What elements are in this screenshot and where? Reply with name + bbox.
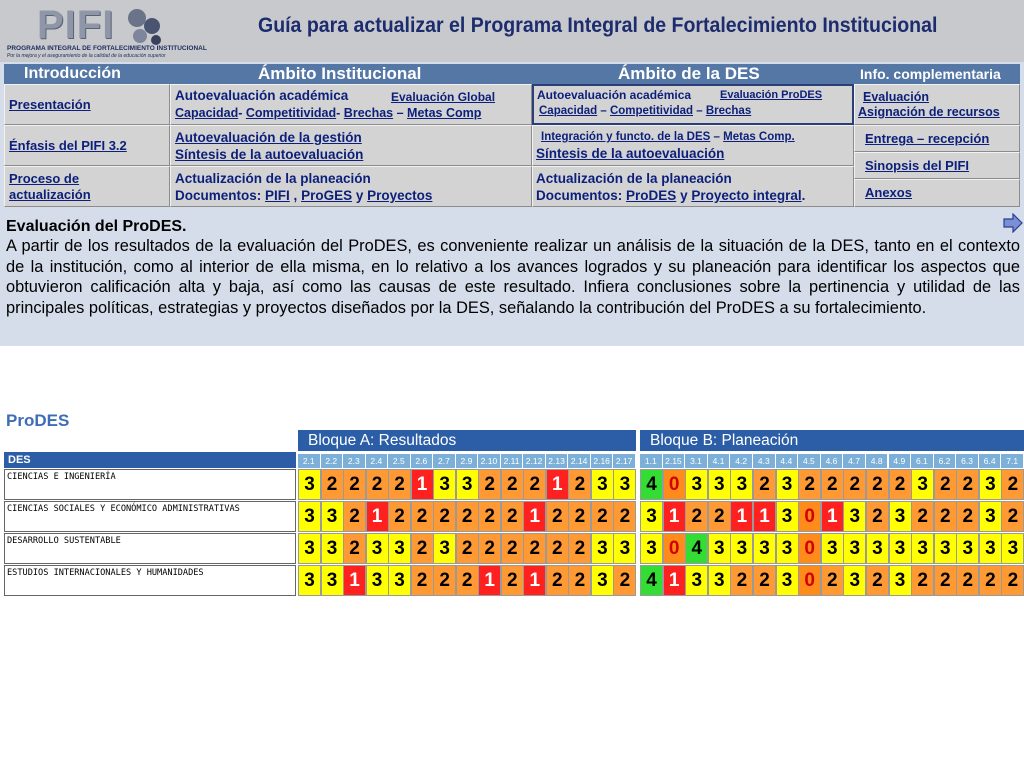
- indicator-code-b: 6.1: [911, 454, 933, 468]
- inst-competitividad-link[interactable]: Competitividad: [245, 106, 337, 120]
- score-cell-b: 3: [708, 565, 731, 596]
- score-cell-a: 2: [568, 533, 591, 564]
- score-cell-a: 3: [298, 469, 321, 500]
- des-eval-prodes-link[interactable]: Evaluación ProDES: [720, 89, 823, 101]
- score-cell-a: 3: [366, 565, 389, 596]
- block-b-header: Bloque B: Planeación: [640, 430, 1024, 451]
- des-autoeval-cell: [532, 84, 854, 125]
- inst-brechas-link[interactable]: Brechas: [343, 106, 394, 120]
- inst-documentos-links: Documentos: PIFI , ProGES y Proyectos: [175, 188, 433, 203]
- score-cell-a: 2: [501, 533, 524, 564]
- score-cell-b: 3: [730, 533, 753, 564]
- score-cell-a: 2: [501, 565, 524, 596]
- block-a-header: Bloque A: Resultados: [298, 430, 636, 451]
- score-cell-b: 3: [821, 533, 844, 564]
- score-cell-a: 3: [321, 533, 344, 564]
- enfasis-cell[interactable]: [4, 125, 170, 166]
- indicator-code-a: 2.6: [411, 454, 433, 468]
- proceso-link[interactable]: Proceso de actualización: [9, 171, 91, 202]
- des-row-label: CIENCIAS SOCIALES Y ECONÓMICO ADMINISTRATIVAS: [4, 501, 296, 532]
- indicator-code-b: 6.4: [979, 454, 1001, 468]
- inst-actualizacion-label: Actualización de la planeación: [175, 171, 371, 186]
- indicator-code-b: 4.7: [843, 454, 865, 468]
- score-cell-a: 1: [366, 501, 389, 532]
- score-cell-b: 1: [753, 501, 776, 532]
- info-anexos-cell: [854, 179, 1020, 207]
- inst-sintesis-link[interactable]: Síntesis de la autoevaluación: [175, 147, 364, 162]
- score-cell-b: 2: [956, 565, 979, 596]
- score-cell-b: 3: [843, 501, 866, 532]
- inst-proges-link[interactable]: ProGES: [301, 188, 353, 203]
- score-cell-a: 3: [591, 469, 614, 500]
- score-cell-a: 2: [388, 501, 411, 532]
- score-cell-b: 1: [663, 565, 686, 596]
- score-cell-b: 3: [889, 533, 912, 564]
- score-cell-b: 3: [979, 501, 1002, 532]
- indicator-code-b: 3.1: [685, 454, 707, 468]
- score-cell-a: 2: [456, 565, 479, 596]
- score-cell-b: 2: [685, 501, 708, 532]
- score-cell-b: 3: [640, 501, 663, 532]
- des-sintesis-link[interactable]: Síntesis de la autoevaluación: [536, 146, 725, 161]
- score-cell-a: 2: [456, 533, 479, 564]
- score-cell-a: 2: [613, 565, 636, 596]
- score-cell-a: 2: [568, 501, 591, 532]
- info-evaluacion-link[interactable]: Evaluación: [863, 90, 929, 104]
- indicator-code-b: 7.1: [1001, 454, 1023, 468]
- indicator-code-b: 4.8: [866, 454, 888, 468]
- score-cell-a: 1: [523, 565, 546, 596]
- score-cell-b: 2: [798, 469, 821, 500]
- indicator-code-b: 6.3: [956, 454, 978, 468]
- score-cell-b: 3: [730, 469, 753, 500]
- inst-autoeval-label: Autoevaluación académica: [175, 88, 349, 103]
- score-cell-a: 2: [411, 501, 434, 532]
- score-cell-a: 3: [591, 533, 614, 564]
- score-cell-a: 2: [343, 469, 366, 500]
- score-cell-b: 3: [934, 533, 957, 564]
- indicator-code-b: 4.3: [753, 454, 775, 468]
- indicator-code-a: 2.1: [298, 454, 320, 468]
- des-planeacion-cell: [532, 166, 854, 207]
- score-cell-b: 2: [866, 469, 889, 500]
- score-cell-b: 2: [934, 469, 957, 500]
- score-cell-b: 2: [843, 469, 866, 500]
- presentacion-link[interactable]: Presentación: [9, 97, 91, 112]
- indicator-code-b: 4.9: [889, 454, 911, 468]
- score-cell-b: 2: [979, 565, 1002, 596]
- score-cell-b: 2: [956, 501, 979, 532]
- score-cell-a: 2: [568, 565, 591, 596]
- score-cell-a: 1: [478, 565, 501, 596]
- indicator-code-a: 2.17: [613, 454, 635, 468]
- info-asignacion-link[interactable]: Asignación de recursos: [858, 105, 1000, 119]
- des-integracion-cell: [532, 125, 854, 166]
- info-evaluacion-cell: [854, 84, 1020, 125]
- score-cell-a: 2: [411, 533, 434, 564]
- prodes-table-title: ProDES: [6, 411, 70, 430]
- indicator-code-b: 4.6: [821, 454, 843, 468]
- inst-planeacion-cell: [170, 166, 532, 207]
- score-cell-a: 2: [388, 469, 411, 500]
- score-cell-b: 0: [798, 565, 821, 596]
- score-cell-a: 2: [546, 501, 569, 532]
- score-cell-b: 2: [956, 469, 979, 500]
- indicator-code-a: 2.13: [546, 454, 568, 468]
- score-cell-a: 2: [546, 533, 569, 564]
- indicator-code-b: 4.2: [730, 454, 752, 468]
- score-cell-a: 2: [501, 469, 524, 500]
- score-cell-b: 3: [843, 565, 866, 596]
- score-cell-a: 3: [298, 501, 321, 532]
- score-cell-a: 2: [343, 533, 366, 564]
- score-cell-b: 0: [798, 533, 821, 564]
- section-ambito-institucional-label: Ámbito Institucional: [258, 64, 422, 83]
- section-info-label: Info. complementaria: [860, 66, 1001, 82]
- score-cell-b: 2: [866, 565, 889, 596]
- des-row-label: CIENCIAS E INGENIERÍA: [4, 469, 296, 500]
- next-arrow-icon[interactable]: [1003, 213, 1023, 233]
- score-cell-a: 3: [388, 565, 411, 596]
- logo-motto: Por la mejora y el aseguramiento de la calidad de la educación superior: [7, 53, 166, 59]
- score-cell-a: 2: [343, 501, 366, 532]
- score-cell-a: 2: [613, 501, 636, 532]
- score-cell-a: 1: [411, 469, 434, 500]
- score-cell-b: 2: [1001, 469, 1024, 500]
- score-cell-a: 2: [366, 469, 389, 500]
- score-cell-a: 3: [366, 533, 389, 564]
- score-cell-a: 2: [501, 501, 524, 532]
- score-cell-a: 3: [613, 533, 636, 564]
- info-entrega-link[interactable]: Entrega – recepción: [865, 131, 990, 146]
- logo-spheres-icon: [125, 4, 165, 48]
- enfasis-link[interactable]: Énfasis del PIFI 3.2: [9, 138, 127, 153]
- score-cell-a: 1: [523, 501, 546, 532]
- pifi-logo: [3, 2, 207, 59]
- score-cell-b: 2: [753, 565, 776, 596]
- inst-gestion-cell: [170, 125, 532, 166]
- score-cell-b: 4: [685, 533, 708, 564]
- score-cell-b: 3: [889, 501, 912, 532]
- score-cell-b: 3: [866, 533, 889, 564]
- des-row-label: DESARROLLO SUSTENTABLE: [4, 533, 296, 564]
- header: [0, 0, 1024, 62]
- score-cell-b: 3: [776, 533, 799, 564]
- indicator-code-a: 2.9: [456, 454, 478, 468]
- score-cell-b: 0: [663, 533, 686, 564]
- score-cell-b: 2: [1001, 501, 1024, 532]
- indicator-code-a: 2.11: [501, 454, 523, 468]
- score-cell-a: 3: [591, 565, 614, 596]
- score-cell-a: 3: [613, 469, 636, 500]
- inst-capacidad-link[interactable]: Capacidad: [175, 106, 239, 120]
- indicator-code-a: 2.7: [433, 454, 455, 468]
- score-cell-b: 2: [753, 469, 776, 500]
- indicator-code-a: 2.2: [321, 454, 343, 468]
- score-cell-b: 3: [708, 469, 731, 500]
- score-cell-b: 3: [889, 565, 912, 596]
- score-cell-a: 2: [321, 469, 344, 500]
- score-cell-b: 3: [911, 533, 934, 564]
- score-cell-a: 2: [591, 501, 614, 532]
- score-cell-b: 2: [934, 501, 957, 532]
- score-cell-a: 3: [433, 469, 456, 500]
- inst-metas-link[interactable]: Metas Comp: [407, 106, 482, 120]
- score-cell-a: 3: [298, 533, 321, 564]
- des-capacidad-link[interactable]: Capacidad: [539, 105, 598, 117]
- info-anexos-link[interactable]: Anexos: [865, 185, 912, 200]
- score-cell-a: 2: [523, 469, 546, 500]
- indicator-code-b: 4.1: [708, 454, 730, 468]
- des-actualizacion-label: Actualización de la planeación: [536, 171, 732, 186]
- page-title: Guía para actualizar el Programa Integral de Fortalecimiento Institucional: [258, 14, 938, 37]
- score-cell-a: 3: [321, 501, 344, 532]
- score-cell-b: 2: [911, 501, 934, 532]
- score-cell-b: 2: [1001, 565, 1024, 596]
- des-integracion-link[interactable]: Integración y functo. de la DES: [541, 131, 711, 143]
- score-cell-b: 3: [753, 533, 776, 564]
- score-cell-b: 3: [640, 533, 663, 564]
- score-cell-b: 1: [730, 501, 753, 532]
- indicator-code-b: 1.1: [640, 454, 662, 468]
- logo-org-name: PROGRAMA INTEGRAL DE FORTALECIMIENTO INSTITUCIONAL: [7, 45, 207, 52]
- score-cell-b: 3: [956, 533, 979, 564]
- score-cell-a: 2: [478, 533, 501, 564]
- content-section: [6, 218, 1020, 318]
- score-cell-b: 2: [708, 501, 731, 532]
- des-column-header: DES: [4, 452, 296, 468]
- score-cell-b: 3: [708, 533, 731, 564]
- presentacion-cell[interactable]: [4, 84, 170, 125]
- score-cell-a: 1: [343, 565, 366, 596]
- score-cell-a: 2: [546, 565, 569, 596]
- score-cell-b: 3: [776, 565, 799, 596]
- score-cell-b: 3: [685, 565, 708, 596]
- score-cell-b: 2: [866, 501, 889, 532]
- score-cell-b: 3: [685, 469, 708, 500]
- score-cell-b: 2: [911, 565, 934, 596]
- score-cell-a: 2: [456, 501, 479, 532]
- des-metas-link[interactable]: Metas Comp.: [723, 131, 795, 143]
- inst-indicadores-links: Capacidad- Competitividad- Brechas – Metas Comp: [175, 106, 482, 120]
- score-cell-a: 2: [433, 565, 456, 596]
- score-cell-a: 1: [546, 469, 569, 500]
- score-cell-b: 3: [979, 469, 1002, 500]
- section-intro-label: Introducción: [24, 65, 121, 82]
- info-sinopsis-link[interactable]: Sinopsis del PIFI: [865, 158, 970, 173]
- score-cell-b: 2: [934, 565, 957, 596]
- section-ambito-des-label: Ámbito de la DES: [618, 64, 760, 83]
- score-cell-b: 2: [730, 565, 753, 596]
- score-cell-a: 2: [478, 501, 501, 532]
- score-cell-b: 3: [776, 501, 799, 532]
- score-cell-a: 2: [433, 501, 456, 532]
- score-cell-b: 1: [663, 501, 686, 532]
- des-competitividad-link[interactable]: Competitividad: [609, 105, 694, 117]
- des-integracion-links: Integración y functo. de la DES – Metas Comp.: [541, 131, 795, 143]
- indicator-code-b: 2.15: [663, 454, 685, 468]
- inst-eval-global-link[interactable]: Evaluación Global: [391, 90, 496, 104]
- indicator-code-a: 2.16: [591, 454, 613, 468]
- info-sinopsis-cell: [854, 152, 1020, 179]
- score-cell-b: 3: [776, 469, 799, 500]
- score-cell-b: 0: [663, 469, 686, 500]
- des-documentos-links: Documentos: ProDES y Proyecto integral.: [536, 188, 806, 203]
- score-cell-b: 4: [640, 469, 663, 500]
- score-cell-a: 2: [411, 565, 434, 596]
- score-cell-a: 2: [568, 469, 591, 500]
- inst-proyectos-link[interactable]: Proyectos: [367, 188, 433, 203]
- indicator-code-a: 2.4: [366, 454, 388, 468]
- indicator-code-b: 6.2: [934, 454, 956, 468]
- indicator-code-a: 2.10: [478, 454, 500, 468]
- logo-wordmark: PIFI: [37, 3, 115, 47]
- des-proyecto-integral-link[interactable]: Proyecto integral: [691, 188, 802, 203]
- indicator-code-b: 4.5: [798, 454, 820, 468]
- des-row-label: ESTUDIOS INTERNACIONALES Y HUMANIDADES: [4, 565, 296, 596]
- score-cell-a: 3: [456, 469, 479, 500]
- indicator-code-b: 4.4: [776, 454, 798, 468]
- section-band: [4, 64, 1020, 84]
- content-title: Evaluación del ProDES.: [6, 218, 187, 235]
- des-indicadores-links: Capacidad – Competitividad – Brechas: [539, 105, 752, 117]
- indicator-code-a: 2.5: [388, 454, 410, 468]
- score-cell-a: 3: [321, 565, 344, 596]
- score-cell-b: 1: [821, 501, 844, 532]
- inst-autoeval-gestion-link[interactable]: Autoevaluación de la gestión: [175, 130, 362, 145]
- score-cell-b: 2: [889, 469, 912, 500]
- score-cell-a: 3: [433, 533, 456, 564]
- indicator-code-a: 2.14: [568, 454, 590, 468]
- des-prodes-link[interactable]: ProDES: [626, 188, 677, 203]
- score-cell-a: 2: [478, 469, 501, 500]
- score-cell-b: 3: [1001, 533, 1024, 564]
- content-body: A partir de los resultados de la evaluación del ProDES, es conveniente realizar un análisis de la situación de la DES, tanto en el contexto de la institución, como al interior de ella misma, en lo relativo a los avances logrados y su planeación para identificar los aspectos que obtuvieron calificación alta y baja, así como las causas de este resultado. Infiera conclusiones sobre la pertinencia y utilidad de las principales políticas, estrategias y proyectos diseñados por la DES, señalando la contribución del ProDES a su fortalecimiento.: [6, 237, 1020, 317]
- des-autoeval-label: Autoevaluación académica: [537, 88, 692, 102]
- score-cell-b: 4: [640, 565, 663, 596]
- score-cell-a: 2: [523, 533, 546, 564]
- score-cell-b: 3: [911, 469, 934, 500]
- score-cell-b: 2: [821, 469, 844, 500]
- score-cell-b: 0: [798, 501, 821, 532]
- score-cell-b: 3: [979, 533, 1002, 564]
- indicator-code-a: 2.12: [523, 454, 545, 468]
- score-cell-b: 2: [821, 565, 844, 596]
- score-cell-b: 3: [843, 533, 866, 564]
- score-cell-a: 3: [388, 533, 411, 564]
- inst-autoeval-cell: [170, 84, 532, 125]
- des-brechas-link[interactable]: Brechas: [705, 105, 752, 117]
- inst-pifi-link[interactable]: PIFI: [265, 188, 290, 203]
- proceso-cell[interactable]: [4, 166, 170, 207]
- score-cell-a: 3: [298, 565, 321, 596]
- indicator-code-a: 2.3: [343, 454, 365, 468]
- info-entrega-cell: [854, 125, 1020, 152]
